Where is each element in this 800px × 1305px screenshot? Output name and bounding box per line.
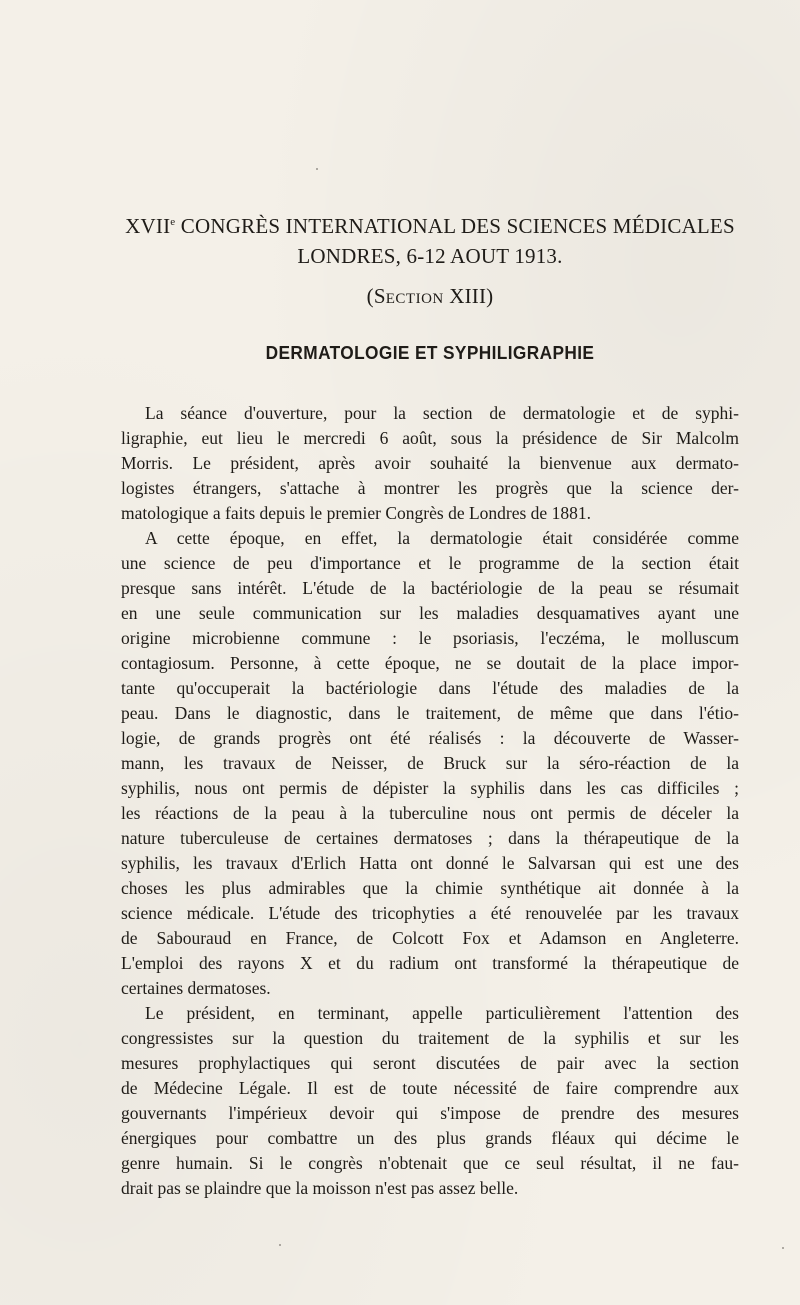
text-line: de Médecine Légale. Il est de toute nécessité de faire comprendre aux: [121, 1078, 739, 1098]
text-line: Morris. Le président, après avoir souhaité la bienvenue aux dermato-: [121, 453, 739, 473]
text-line: de Sabouraud en France, de Colcott Fox et Adamson en Angleterre.: [121, 928, 739, 948]
text-line: presque sans intérêt. L'étude de la bactériologie de la peau se résumait: [121, 578, 739, 598]
text-line: en une seule communication sur les maladies desquamatives ayant une: [121, 603, 739, 623]
text-line: contagiosum. Personne, à cette époque, ne se doutait de la place impor-: [121, 653, 739, 673]
congress-heading: [110, 216, 750, 237]
text-line: science médicale. L'étude des tricophyties a été renouvelée par les travaux: [121, 903, 739, 923]
section-label: [110, 286, 750, 307]
text-line: mesures prophylactiques qui seront discutées de pair avec la section: [121, 1053, 739, 1073]
text-line: nature tuberculeuse de certaines dermatoses ; dans la thérapeutique de la: [121, 828, 739, 848]
text-line: genre humain. Si le congrès n'obtenait que ce seul résultat, il ne fau-: [121, 1153, 739, 1173]
paper-speck: [782, 1247, 784, 1249]
paper-speck: [279, 1244, 281, 1246]
text-line: drait pas se plaindre que la moisson n'est pas assez belle.: [121, 1178, 519, 1198]
body-text: [121, 401, 739, 1201]
text-line: logistes étrangers, s'attache à montrer les progrès que la science der-: [121, 478, 739, 498]
section-initial: S: [373, 284, 386, 308]
text-line: Le président, en terminant, appelle particulièrement l'attention des: [145, 1003, 739, 1023]
congress-superscript: e: [170, 216, 176, 228]
text-line: mann, les travaux de Neisser, de Bruck sur la séro-réaction de la: [121, 753, 739, 773]
paper-speck: [316, 168, 318, 170]
section-number: XIII): [443, 284, 494, 308]
text-line: syphilis, nous ont permis de dépister la syphilis dans les cas difficiles ;: [121, 778, 739, 798]
text-line: origine microbienne commune : le psoriasis, l'eczéma, le molluscum: [121, 628, 739, 648]
section-open-paren: (: [366, 284, 374, 308]
text-line: A cette époque, en effet, la dermatologie était considérée comme: [145, 528, 739, 548]
text-line: les réactions de la peau à la tuberculine nous ont permis de déceler la: [121, 803, 739, 823]
text-line: congressistes sur la question du traitement de la syphilis et sur les: [121, 1028, 739, 1048]
text-line: L'emploi des rayons X et du radium ont transformé la thérapeutique de: [121, 953, 739, 973]
text-line: ligraphie, eut lieu le mercredi 6 août, sous la présidence de Sir Malcolm: [121, 428, 739, 448]
congress-title: CONGRÈS INTERNATIONAL DES SCIENCES MÉDICALES: [175, 214, 735, 238]
text-line: une science de peu d'importance et le programme de la section était: [121, 553, 739, 573]
text-line: gouvernants l'impérieux devoir qui s'impose de prendre des mesures: [121, 1103, 739, 1123]
place-dates: LONDRES, 6-12 AOUT 1913.: [297, 244, 563, 268]
section-word: ECTION: [385, 291, 444, 307]
text-line: certaines dermatoses.: [121, 978, 271, 998]
text-line: syphilis, les travaux d'Erlich Hatta ont donné le Salvarsan qui est une des: [121, 853, 739, 873]
text-line: logie, de grands progrès ont été réalisés : la découverte de Wasser-: [121, 728, 739, 748]
text-line: La séance d'ouverture, pour la section de dermatologie et de syphi-: [145, 403, 739, 423]
congress-number: XVII: [125, 214, 171, 238]
text-line: énergiques pour combattre un des plus grands fléaux qui décime le: [121, 1128, 739, 1148]
text-line: choses les plus admirables que la chimie synthétique ait donnée à la: [121, 878, 739, 898]
text-line: tante qu'occuperait la bactériologie dans l'étude des maladies de la: [121, 678, 739, 698]
text-line: peau. Dans le diagnostic, dans le traitement, de même que dans l'étio-: [121, 703, 739, 723]
document-title: DERMATOLOGIE ET SYPHILIGRAPHIE: [265, 343, 595, 363]
text-line: matologique a faits depuis le premier Congrès de Londres de 1881.: [121, 503, 591, 523]
